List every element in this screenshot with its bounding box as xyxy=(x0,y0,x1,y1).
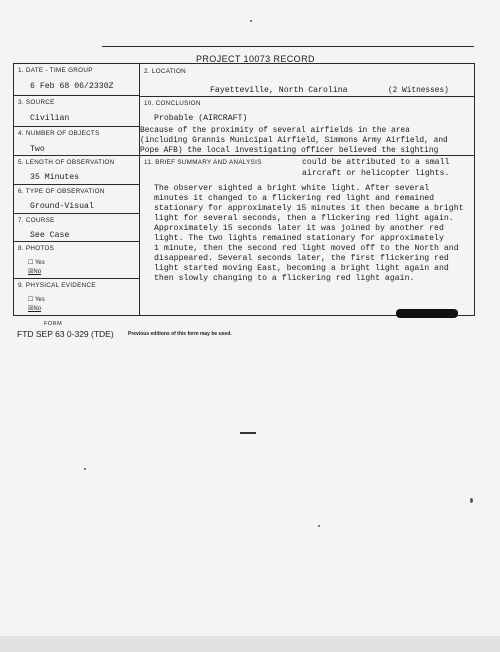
speck xyxy=(250,20,252,22)
speck xyxy=(470,498,473,503)
conclusion-divider xyxy=(140,155,475,156)
title-rule xyxy=(102,46,474,47)
stray-mark xyxy=(240,432,256,434)
source-label: 3. SOURCE xyxy=(18,99,55,106)
cell-course xyxy=(14,214,140,242)
summary-lead-2: aircraft or helicopter lights. xyxy=(302,169,450,178)
conclusion-value: Probable (AIRCRAFT) xyxy=(154,114,248,123)
form-notice: Previous editions of this form may be used. xyxy=(128,331,232,337)
photos-label: 8. PHOTOS xyxy=(18,245,55,252)
photos-no-checkbox: ☒No xyxy=(28,269,42,275)
cell-physical-evidence xyxy=(14,279,140,317)
evidence-yes-checkbox: ☐ Yes xyxy=(28,297,45,303)
summary-line: stationary for approximately 15 minutes it then became a bright xyxy=(154,204,464,213)
photos-yes-checkbox: ☐ Yes xyxy=(28,260,45,266)
cell-source xyxy=(14,96,140,127)
summary-lead-1: could be attributed to a small xyxy=(302,158,450,167)
date-time-label: 1. DATE - TIME GROUP xyxy=(18,67,93,74)
evidence-label: 9. PHYSICAL EVIDENCE xyxy=(18,282,96,289)
location-label: 2. LOCATION xyxy=(144,68,187,75)
scan-edge xyxy=(0,636,500,652)
course-label: 7. COURSE xyxy=(18,217,55,224)
length-value: 35 Minutes xyxy=(30,173,80,182)
date-time-value: 6 Feb 68 06/2330Z xyxy=(30,82,114,91)
cell-number-of-objects xyxy=(14,127,140,156)
record-form xyxy=(13,63,475,316)
source-value: Civilian xyxy=(30,114,70,123)
summary-line: light started moving East, becoming a bright light again and xyxy=(154,264,449,273)
summary-line: Approximately 15 seconds later it was joined by another red xyxy=(154,224,444,233)
conclusion-line-2: (including Grannis Municipal Airfield, Simmons Army Airfield, and xyxy=(140,136,448,145)
cell-length-of-observation xyxy=(14,156,140,185)
objects-value: Two xyxy=(30,145,45,154)
summary-line: disappeared. Several seconds later, the first flickering red xyxy=(154,254,449,263)
summary-line: 1 minute, then the second red light moved off to the North and xyxy=(154,244,459,253)
evidence-no-checkbox: ☒No xyxy=(28,306,42,312)
cell-type-of-observation xyxy=(14,185,140,214)
conclusion-line-1: Because of the proximity of several airfields in the area xyxy=(140,126,410,135)
form-number: FTD SEP 63 0-329 (TDE) xyxy=(17,329,114,339)
type-value: Ground-Visual xyxy=(30,202,94,211)
course-value: See Case xyxy=(30,231,70,240)
type-label: 6. TYPE OF OBSERVATION xyxy=(18,188,105,195)
conclusion-line-3: Pope AFB) the local investigating officer believed the sighting xyxy=(140,146,439,155)
speck xyxy=(318,525,320,527)
left-column xyxy=(14,64,140,315)
summary-label: 11. BRIEF SUMMARY AND ANALYSIS xyxy=(144,159,262,166)
summary-line: then slowly changing to a flickering red light again. xyxy=(154,274,415,283)
conclusion-label: 10. CONCLUSION xyxy=(144,100,201,107)
witness-note: (2 Witnesses) xyxy=(388,87,449,95)
record-title: PROJECT 10073 RECORD xyxy=(196,54,315,64)
redaction-mark xyxy=(396,309,458,318)
objects-label: 4. NUMBER OF OBJECTS xyxy=(18,130,100,137)
summary-line: minutes it changed to a flickering red light and remained xyxy=(154,194,435,203)
summary-line: The observer sighted a bright white light. After several xyxy=(154,184,430,193)
summary-line: light for several seconds, then a flickering red light again. xyxy=(154,214,454,223)
location-divider xyxy=(140,96,475,97)
location-value: Fayetteville, North Carolina xyxy=(210,86,348,95)
cell-date-time xyxy=(14,64,140,96)
cell-photos xyxy=(14,242,140,279)
form-label: FORM xyxy=(44,321,63,327)
length-label: 5. LENGTH OF OBSERVATION xyxy=(18,159,115,166)
summary-line: light. The two lights remained stationary for approximately xyxy=(154,234,444,243)
speck xyxy=(84,468,86,470)
